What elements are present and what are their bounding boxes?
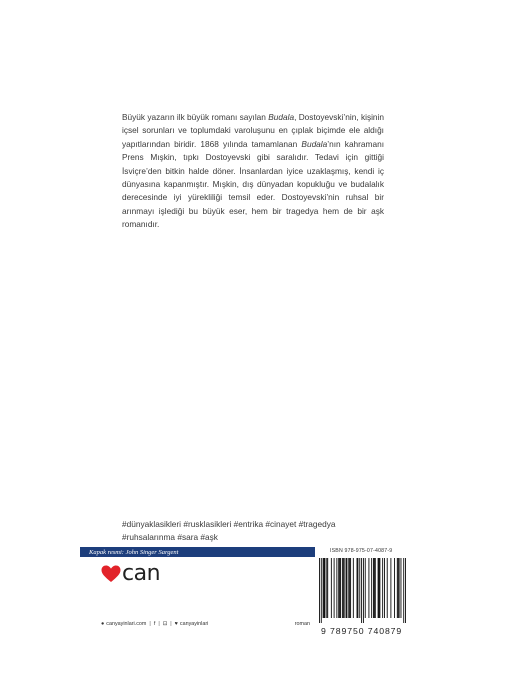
barcode-bar [390,558,391,618]
barcode-bar [359,558,360,618]
barcode-bar [401,558,402,618]
facebook-icon[interactable]: f [153,621,156,627]
instagram-icon[interactable]: ⊡ [162,621,168,627]
barcode-bar [365,558,366,618]
barcode-bar [350,558,351,618]
barcode-bar [340,558,341,618]
barcode-bar [379,558,380,618]
publisher-footer [101,619,310,629]
barcode-bar [338,558,339,618]
barcode-bar [357,558,358,618]
barcode-bar [363,558,364,623]
barcode-bar [368,558,369,618]
barcode-bar [324,558,325,618]
cover-credit-band [80,547,315,557]
genre-label: roman [294,621,310,627]
barcode-bar [324,558,325,618]
barcode-bar [323,558,324,618]
cover-credit-label: Kapak resmi: [89,548,124,556]
barcode-digits: 9 789750 740879 [321,626,403,636]
cover-credit-value: John Singer Sargent [123,548,179,556]
book-title-ref: Budala [301,138,328,149]
barcode-bar [382,558,383,618]
book-title-ref: Budala [268,112,295,122]
barcode-bar [339,558,340,618]
barcode-bar [397,558,398,618]
hashtags: #dünyaklasikleri #rusklasikleri #entrika #cinayet #tragedya #ruhsalarınma #sara #aşk [122,519,336,542]
twitter-icon[interactable]: ♥ [174,621,178,627]
barcode-bar [336,558,337,618]
blurb-text-1: Büyük yazarın ilk büyük romanı sayılan [122,112,269,122]
barcode-bar [342,558,343,618]
separator: | [149,621,151,627]
publisher-logo-text: can [122,561,161,586]
barcode-bar [334,558,335,618]
barcode-bar [344,558,345,618]
barcode-bar [379,558,380,618]
barcode-bar [378,558,379,618]
barcode-bar [346,558,347,618]
barcode-bar [343,558,344,618]
barcode [319,558,406,623]
barcode-bar [387,558,388,618]
separator: | [158,621,160,627]
globe-icon: ● [101,621,105,627]
barcode-bar [375,558,376,618]
blurb-text-3: ’nın kahramanı Prens Mışkin, tıpkı Dostoyevski gibi saralıdır. Tedavi için gittiği İsviçre’den bitkin halde döner. İnsanlardan iyice uzaklaşmış, kendi iç dünyasına kapanmıştır. Mışkin, dış dünyadan kopukluğu ve budalalık derecesinde iyi yürekliliği temsil eder. Dostoyevski’nin ruhsal bir arınmayı işlediği bu büyük eser, hem bir tragedya hem de bir aşk romanıdır. [122,138,384,230]
book-blurb [122,111,384,232]
barcode-bar [394,558,395,618]
barcode-bar [371,558,372,618]
barcode-bar [398,558,399,618]
barcode-bar [346,558,347,618]
barcode-bar [399,558,400,618]
social-handle[interactable]: canyayinlari [179,621,209,627]
isbn-label: ISBN 978-975-07-4087-9 [330,548,393,554]
barcode-bar [361,558,362,623]
barcode-bar [373,558,374,618]
barcode-bar [405,558,406,623]
separator: | [170,621,172,627]
barcode-bar [321,558,322,623]
barcode-bar [319,558,320,623]
barcode-bar [403,558,404,623]
publisher-logo [101,562,160,586]
barcode-bar [357,558,358,618]
barcode-bar [326,558,327,618]
barcode-bar [327,558,328,618]
blurb-text-2: , Dostoyevski’nin, kişinin içsel sorunları ve toplumdaki varoluşunu en çıplak biçimde ele aldığı yapıtlarından biridir. 1868 yılında tamamlanan [122,112,385,149]
publisher-website[interactable]: canyayinlari.com [106,621,147,627]
barcode-bar [349,558,350,618]
barcode-bar [348,558,349,618]
barcode-bar [374,558,375,618]
barcode-bar [331,558,332,618]
heart-icon [101,565,121,583]
barcode-bar [384,558,385,618]
barcode-bar [353,558,354,618]
